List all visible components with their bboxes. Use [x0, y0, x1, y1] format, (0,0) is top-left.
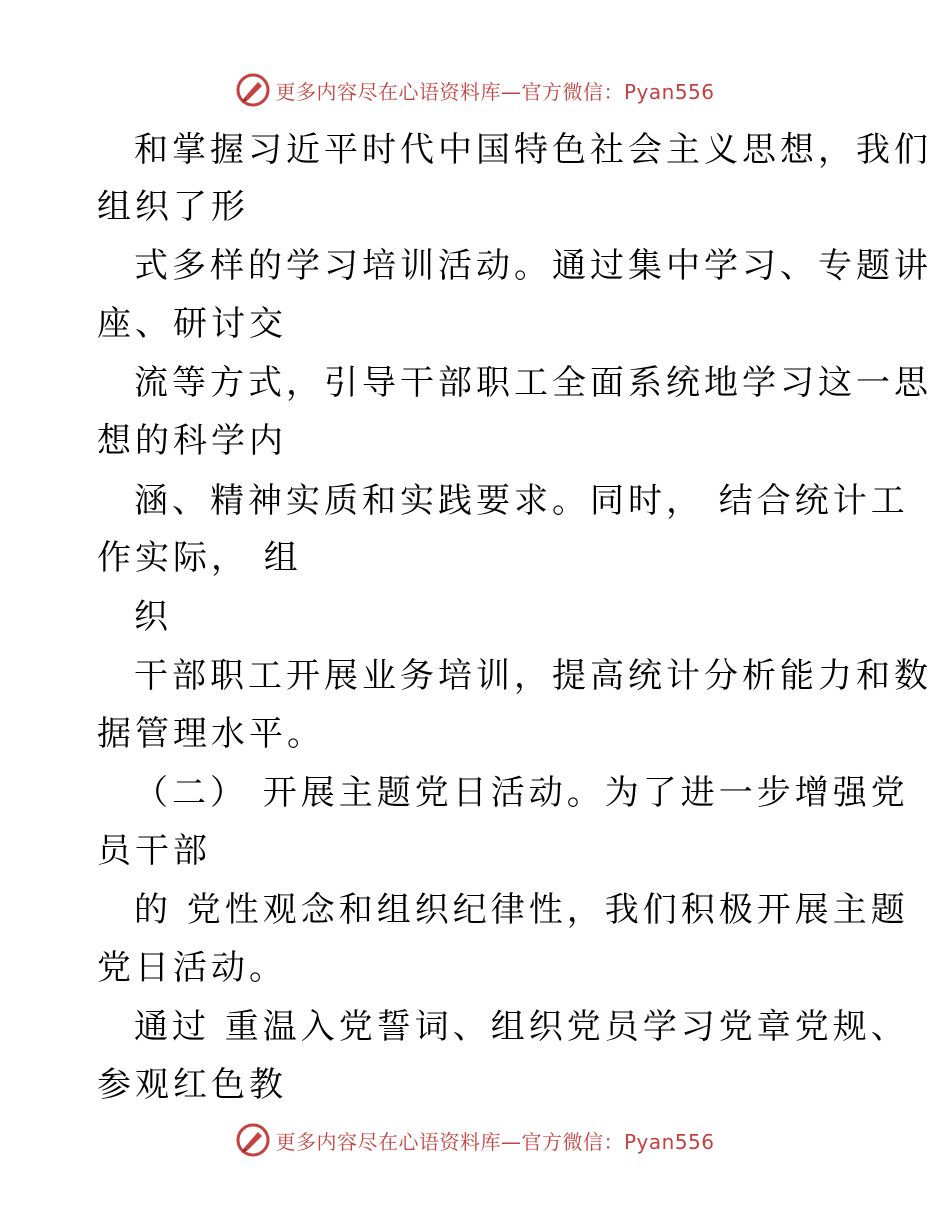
header-watermark	[0, 68, 950, 112]
body-line: 据管理水平。	[97, 714, 325, 754]
body-line: 想的科学内	[97, 421, 287, 461]
body-line: 员干部	[97, 831, 211, 871]
pen-logo-icon	[235, 1122, 271, 1158]
footer-watermark	[0, 1118, 950, 1162]
body-line: 织	[134, 597, 172, 637]
body-line: 作实际， 组	[97, 538, 302, 578]
body-line: 的 党性观念和组织纪律性，我们积极开展主题	[134, 890, 909, 930]
body-line: 组织了形	[97, 187, 249, 227]
body-line: 干部职工开展业务培训，提高统计分析能力和数	[134, 656, 932, 696]
body-line: 涵、精神实质和实践要求。同时， 结合统计工	[134, 481, 909, 521]
banner-text: 更多内容尽在心语资料库—官方微信：Pyan556	[275, 79, 715, 104]
body-line: 通过 重温入党誓词、组织党员学习党章党规、	[134, 1007, 909, 1047]
pen-logo-icon	[235, 72, 271, 108]
body-line: 座、研讨交	[97, 304, 287, 344]
body-line: 党日活动。	[97, 948, 287, 988]
body-line: （二） 开展主题党日活动。为了进一步增强党	[134, 773, 909, 813]
banner-text: 更多内容尽在心语资料库—官方微信：Pyan556	[275, 1129, 715, 1154]
body-line: 和掌握习近平时代中国特色社会主义思想，我们	[134, 130, 932, 170]
body-line: 参观红色教	[97, 1065, 287, 1105]
body-line: 流等方式，引导干部职工全面系统地学习这一思	[134, 363, 932, 403]
body-line: 式多样的学习培训活动。通过集中学习、专题讲	[134, 246, 932, 286]
